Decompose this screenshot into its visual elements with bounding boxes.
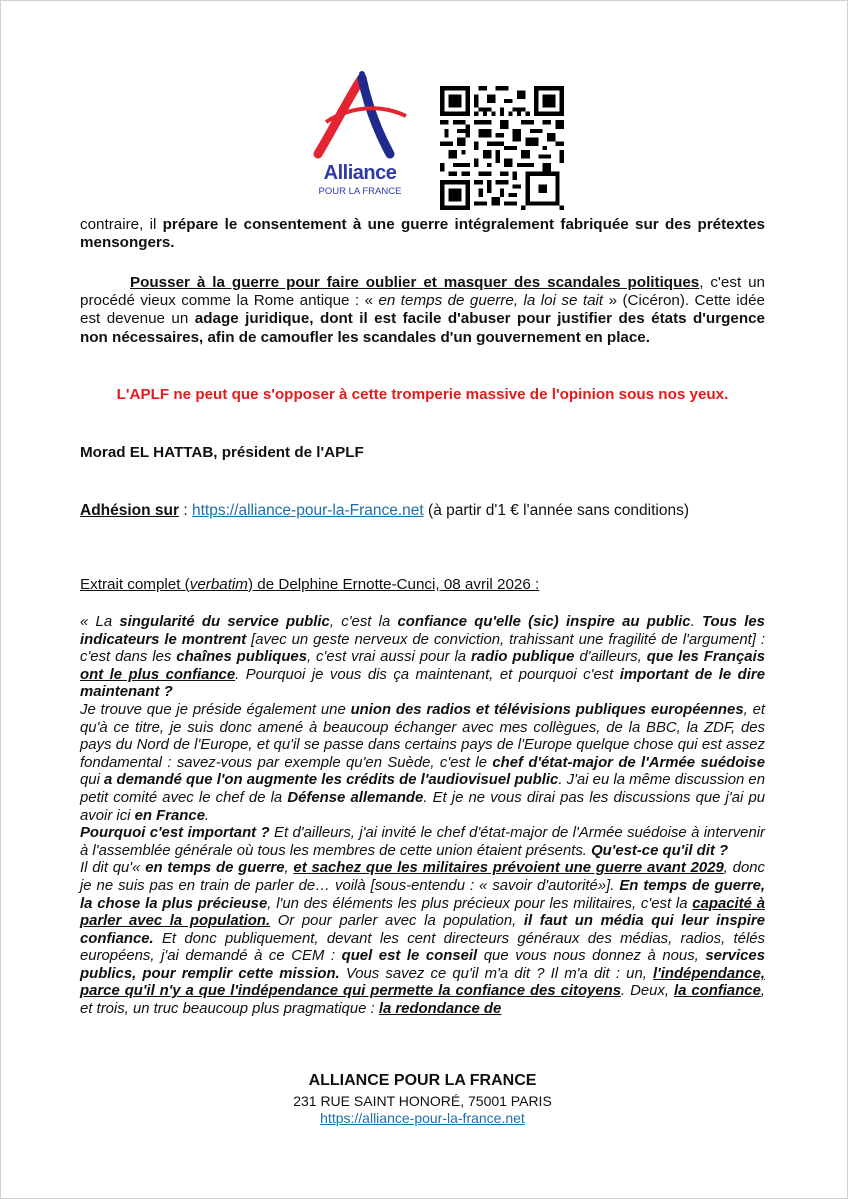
quote-text: « La [80,614,120,630]
quote-text: Et donc publiquement, devant les cent directeurs généraux des médias, radios, télés européens, j'ai demandé à ce CEM : [80,930,765,965]
quote-text: , c'est la [329,614,398,630]
quote-text: [avec un geste nerveux de conviction, trahissant une fragilité de l'argument] : c'est dans les [80,631,765,666]
quote-text: . [204,807,210,824]
quote-bold: quel est le conseil [341,948,478,965]
quote-paragraph-1 [80,614,765,702]
quote-text: , l'un des éléments les plus précieux pour les militaires, c'est la [267,895,693,912]
para2-quote: en temps de guerre, la loi se tait [378,292,604,310]
quote-text: . J'ai eu la même discussion en petit comité avec le chef de la [80,772,765,806]
quote-text: d'ailleurs, [574,649,647,666]
para2-heading: Pousser à la guerre pour faire oublier et masquer des scandales politiques [130,274,700,291]
quote-text: Or pour parler avec la population, [270,913,524,930]
adhesion-line [80,502,765,520]
quote-text: que vous nous donnez à nous, [477,948,706,965]
quote-bold: singularité du service public [119,614,330,630]
quote-bold: union des radios et télévisions publiques européennes [350,701,744,718]
quote-paragraph-4 [80,860,765,1018]
extract-heading [80,576,765,594]
quote-bold-underlined: et sachez que les militaires prévoient une guerre avant 2029 [293,860,724,877]
quote-bold: que les Français [646,649,765,666]
qr-code-icon[interactable] [438,86,566,210]
quote-text: Vous savez ce qu'il m'a dit ? Il m'a dit : un, [339,965,654,982]
intro-bold-text: prépare le consentement à une guerre intégralement fabriquée sur des prétextes mensongers. [80,216,765,252]
quote-bold-underlined: l'indépendance, parce qu'il n'y a que l'indépendance qui permette la confiance des citoyens [80,965,765,1000]
quote-bold: Qu'est-ce qu'il dit ? [591,842,729,859]
signature: Morad EL HATTAB, président de l'APLF [80,444,364,461]
quote-bold: En temps de guerre, la chose la plus précieuse [80,877,765,912]
para2-text: , c'est un procédé vieux comme la Rome antique : « [80,274,765,310]
quote-bold: en France [134,807,205,824]
footer-organization: ALLIANCE POUR LA FRANCE [308,1072,537,1089]
quote-text: . Deux, [621,983,674,1000]
quote-text: . Pourquoi je vous dis ça maintenant, et pourquoi c'est [235,666,620,683]
alliance-logo [300,62,420,202]
quote-text: , et qu'à ce titre, je suis donc amené à beaucoup échanger avec mes collègues, de la BBC, la ZDF, des pays du Nord de l'Europe, et qu'il se passe dans certains pays de l'Europe quelque chose qui est assez fondamental : savez-vous par exemple qu'en Suède, c'est le [80,701,765,771]
footer-address: 231 RUE SAINT HONORÉ, 75001 PARIS [293,1093,552,1109]
verbatim-quote [80,614,765,1019]
quote-bold-underlined: la redondance de [378,1001,502,1018]
quote-bold: confiance qu'elle (sic) inspire au public [397,614,691,630]
logo-tagline: POUR LA FRANCE [318,186,402,197]
footer-link[interactable]: https://alliance-pour-la-france.net [320,1110,525,1126]
quote-text: , c'est vrai aussi pour la [306,649,472,666]
quote-bold: chaînes publiques [176,649,307,666]
quote-text: qui [80,772,105,789]
quote-bold: Défense allemande [287,789,424,806]
quote-paragraph-2 [80,702,765,825]
quote-text: Je trouve que je préside également une [80,701,351,718]
quote-bold: en temps de guerre [145,860,285,877]
quote-bold: Tous les indicateurs le montrent [80,614,765,648]
quote-bold: services publics, pour remplir cette mission. [80,948,765,982]
aplf-statement [80,386,765,404]
intro-text: contraire, il [80,216,163,233]
quote-bold: Pourquoi c'est important ? [80,825,270,842]
extract-verbatim: verbatim [189,576,248,593]
quote-bold: important de le dire maintenant ? [80,666,765,701]
quote-text: . [690,614,702,630]
quote-text: Il dit qu'« [80,860,146,877]
quote-paragraph-3 [80,825,765,860]
quote-bold: chef d'état-major de l'Armée suédoise [492,754,765,771]
aplf-statement-text: L'APLF ne peut que s'opposer à cette tromperie massive de l'opinion sous nos yeux. [116,386,729,403]
quote-bold-underlined: la confiance [673,983,761,1000]
quote-text: . Et je ne vous dirai pas les discussions que j'ai pu avoir ici [80,789,766,824]
quote-bold-underlined: capacité à parler avec la population. [80,895,765,930]
adhesion-note: (à partir d'1 € l'année sans conditions) [423,502,689,519]
para2-bold-text: adage juridique, dont il est facile d'abuser pour justifier des états d'urgence non nécessaires, afin de camoufler les scandales d'un gouvernement en place. [80,310,766,346]
quote-bold-underlined: ont le plus confiance [80,666,236,683]
logo-wordmark: Alliance [323,162,397,184]
quote-text: , [284,860,294,877]
quote-text: , et trois, un truc beaucoup plus pragmatique : [80,983,765,1018]
footer-url [80,1110,765,1126]
adhesion-link[interactable]: https://alliance-pour-la-France.net [191,502,424,519]
alliance-logo-mark-icon [306,66,414,162]
para2-text: » (Cicéron). Cette idée est devenue un [80,292,766,328]
quote-bold: a demandé que l'on augmente les crédits de l'audiovisuel public [104,772,559,789]
quote-text: Et d'ailleurs, j'ai invité le chef d'état-major de l'Armée suédoise à intervenir à l'assemblée générale où tous les membres de cette union étaient présents. [80,825,765,859]
adhesion-label: Adhésion sur [80,502,180,519]
intro-paragraph [80,216,765,252]
quote-text: , donc je ne suis pas en train de parler de… voilà [sous-entendu : « savoir d'autorité»]. [80,860,765,894]
quote-bold: radio publique [471,649,575,666]
quote-bold: il faut un média qui leur inspire confiance. [80,913,765,947]
extract-text: ) de Delphine Ernotte-Cunci, 08 avril 2026 : [247,576,540,593]
adhesion-separator: : [179,502,192,519]
war-scandal-paragraph [80,274,765,347]
extract-text: Extrait complet ( [80,576,190,593]
